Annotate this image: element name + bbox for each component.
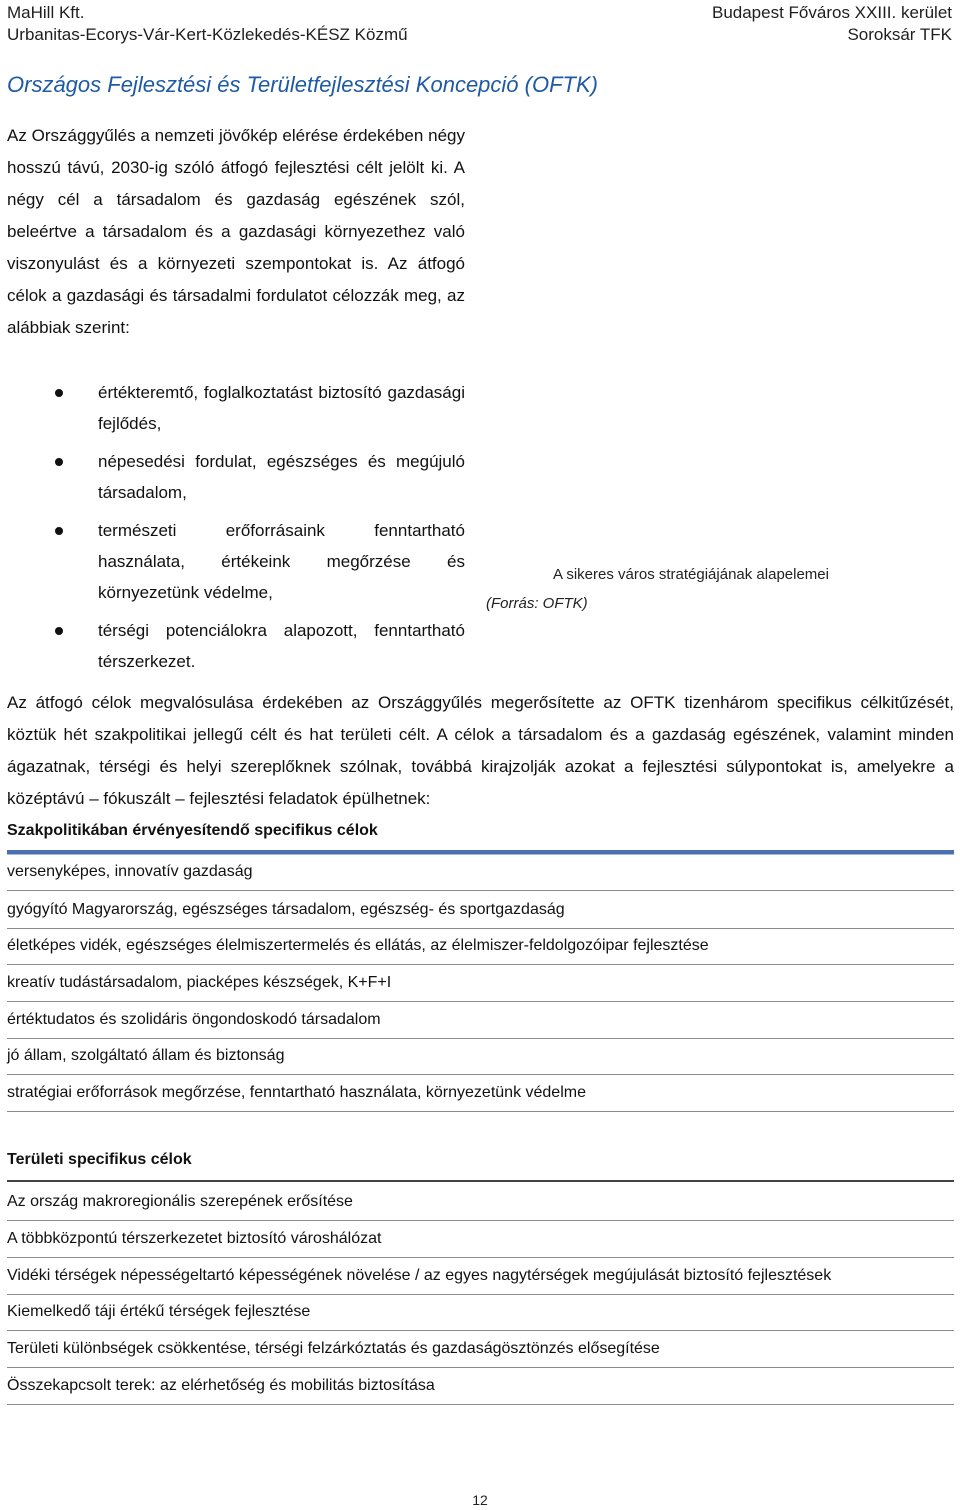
list-item-text: természeti erőforrásaink fenntartható használata, értékeink megőrzése és környezetünk védelme, bbox=[98, 521, 465, 602]
intro-paragraph: Az Országgyűlés a nemzeti jövőkép elérése érdekében négy hosszú távú, 2030-ig szóló átfogó fejlesztési célt jelölt ki. A négy cél a társadalom és gazdaság egészének szól, beleértve a társadalom és a gazdasági környezethez való viszonyulást és a környezeti szempontokat is. Az átfogó célok a gazdasági és társadalmi fordulatot célozzák meg, az alábbiak szerint: bbox=[7, 126, 465, 337]
header-left bbox=[7, 2, 408, 46]
table-row: kreatív tudástársadalom, piacképes készségek, K+F+I bbox=[7, 973, 954, 1002]
list-item-text: értékteremtő, foglalkoztatást biztosító gazdasági fejlődés, bbox=[98, 383, 465, 433]
table-row: versenyképes, innovatív gazdaság bbox=[7, 862, 954, 891]
table-row: értéktudatos és szolidáris öngondoskodó társadalom bbox=[7, 1010, 954, 1039]
section-title: Országos Fejlesztési és Területfejlesztési Koncepció (OFTK) bbox=[7, 72, 598, 97]
table-row: A többközpontú térszerkezetet biztosító városhálózat bbox=[7, 1229, 954, 1258]
table-row: stratégiai erőforrások megőrzése, fenntartható használata, környezetünk védelme bbox=[7, 1083, 954, 1112]
list-item bbox=[55, 615, 465, 677]
table-row: gyógyító Magyarország, egészséges társadalom, egészség- és sportgazdaság bbox=[7, 900, 954, 929]
table-row: jó állam, szolgáltató állam és biztonság bbox=[7, 1046, 954, 1075]
figure-source: (Forrás: OFTK) bbox=[486, 595, 588, 612]
page-number: 12 bbox=[472, 1492, 488, 1508]
list-item-text: térségi potenciálokra alapozott, fenntartható térszerkezet. bbox=[98, 621, 465, 671]
bullet-icon bbox=[55, 458, 63, 466]
figure-caption: A sikeres város stratégiájának alapelemei bbox=[553, 566, 829, 583]
header-document: Soroksár TFK bbox=[847, 25, 952, 44]
goal-list bbox=[55, 377, 465, 684]
bullet-icon bbox=[55, 627, 63, 635]
list-item bbox=[55, 377, 465, 439]
list-item bbox=[55, 446, 465, 508]
table-row: Területi különbségek csökkentése, térségi felzárkóztatás és gazdaságösztönzés elősegítése bbox=[7, 1339, 954, 1368]
heading-rule-accent bbox=[7, 854, 954, 855]
territorial-goals-heading: Területi specifikus célok bbox=[7, 1151, 192, 1168]
bullet-icon bbox=[55, 527, 63, 535]
table-row: Kiemelkedő táji értékű térségek fejlesztése bbox=[7, 1302, 954, 1331]
table-row: Vidéki térségek népességeltartó képességének növelése / az egyes nagytérségek megújulását biztosító fejlesztések bbox=[7, 1266, 954, 1295]
table-row: Összekapcsolt terek: az elérhetőség és mobilitás biztosítása bbox=[7, 1376, 954, 1405]
table-row: Az ország makroregionális szerepének erősítése bbox=[7, 1192, 954, 1221]
body-paragraph: Az átfogó célok megvalósulása érdekében az Országgyűlés megerősítette az OFTK tizenhárom specifikus célkitűzését, köztük hét szakpolitikai jellegű célt és hat területi célt. A célok a társadalom és a gazdaság egészének, valamint minden ágazatnak, térségi és helyi szereplőknek szólnak, továbbá kirajzolják azokat a fejlesztési súlypontokat is, amelyekre a középtávú – fókuszált – fejlesztési feladatok épülhetnek: bbox=[7, 693, 954, 808]
sectoral-goals-heading: Szakpolitikában érvényesítendő specifikus célok bbox=[7, 822, 378, 839]
heading-rule bbox=[7, 1180, 954, 1182]
table-row: életképes vidék, egészséges élelmiszertermelés és ellátás, az élelmiszer-feldolgozóipar fejlesztése bbox=[7, 936, 954, 965]
header-company: MaHill Kft. bbox=[7, 3, 85, 22]
header-municipality: Budapest Főváros XXIII. kerület bbox=[711, 3, 952, 22]
bullet-icon bbox=[55, 389, 63, 397]
header-consortium: Urbanitas-Ecorys-Vár-Kert-Közlekedés-KÉSZ Közmű bbox=[7, 25, 408, 44]
list-item-text: népesedési fordulat, egészséges és megújuló társadalom, bbox=[98, 452, 465, 502]
header-right bbox=[712, 2, 952, 46]
list-item bbox=[55, 515, 465, 608]
